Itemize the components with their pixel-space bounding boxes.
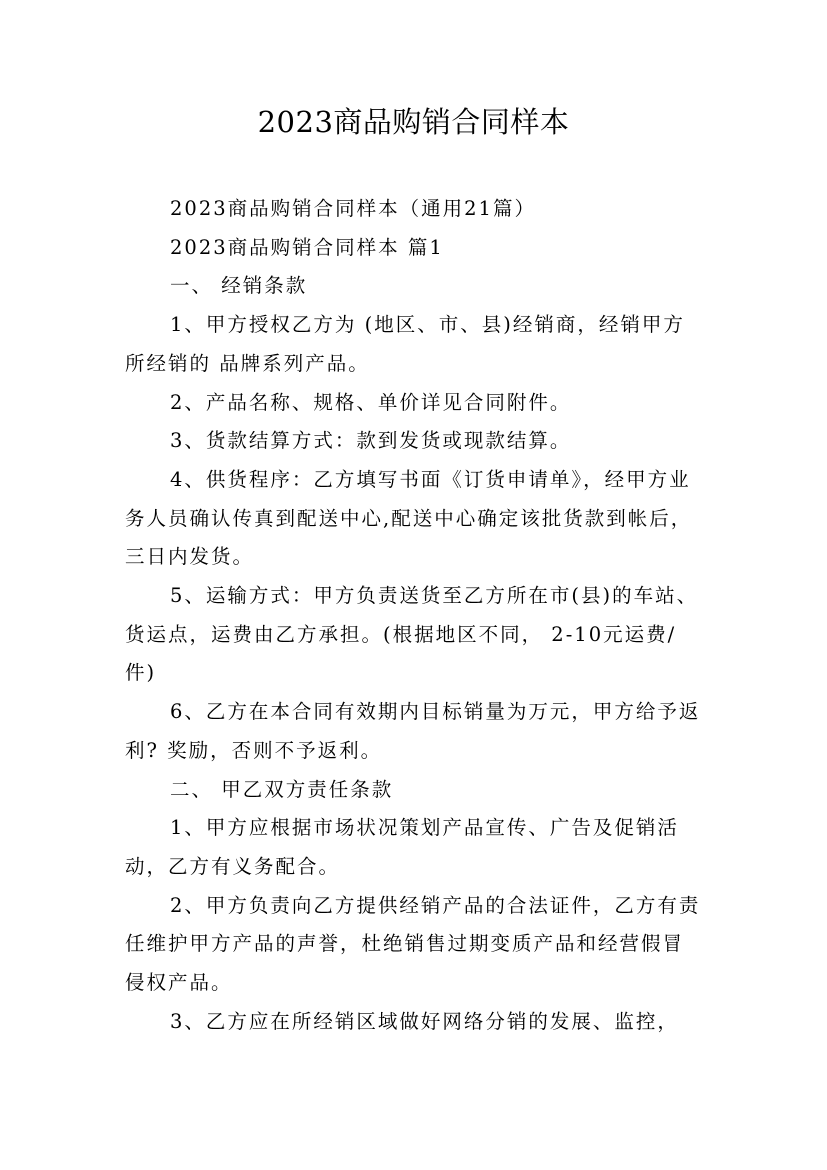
paragraph: 2、产品名称、规格、单价详见合同附件。 [170,390,572,414]
paragraph: 5、运输方式：甲方负责送货至乙方所在市(县)的车站、货运点，运费由乙方承担。(根据地区不同， 2-10元运费/件) [125,584,699,685]
paragraph: 4、供货程序：乙方填写书面《订货申请单》，经甲方业务人员确认传真到配送中心,配送中心确定该批货款到帐后，三日内发货。 [125,467,693,569]
paragraph: 3、货款结算方式：款到发货或现款结算。 [170,429,572,453]
paragraph: 1、甲方应根据市场状况策划产品宣传、广告及促销活动，乙方有义务配合。 [125,816,679,878]
paragraph: 3、乙方应在所经销区域做好网络分销的发展、监控， [170,1009,679,1033]
paragraph-clause-heading: 一、 经销条款 [170,274,308,298]
paragraph: 2、甲方负责向乙方提供经销产品的合法证件，乙方有责任维护甲方产品的声誉，杜绝销售过期变质产品和经营假冒侵权产品。 [125,893,701,995]
paragraph: 6、乙方在本合同有效期内目标销量为万元，甲方给予返利? 奖励，否则不予返利。 [125,700,701,762]
paragraph-subtitle: 2023商品购销合同样本（通用21篇） [170,197,536,220]
paragraph: 1、甲方授权乙方为 (地区、市、县)经销商，经销甲方所经销的 品牌系列产品。 [125,313,685,375]
paragraph-clause-heading: 二、 甲乙双方责任条款 [170,777,394,801]
document-title: 2023商品购销合同样本 [257,105,570,139]
paragraph-section-heading: 2023商品购销合同样本 篇1 [170,235,444,259]
document-body [125,190,705,1041]
